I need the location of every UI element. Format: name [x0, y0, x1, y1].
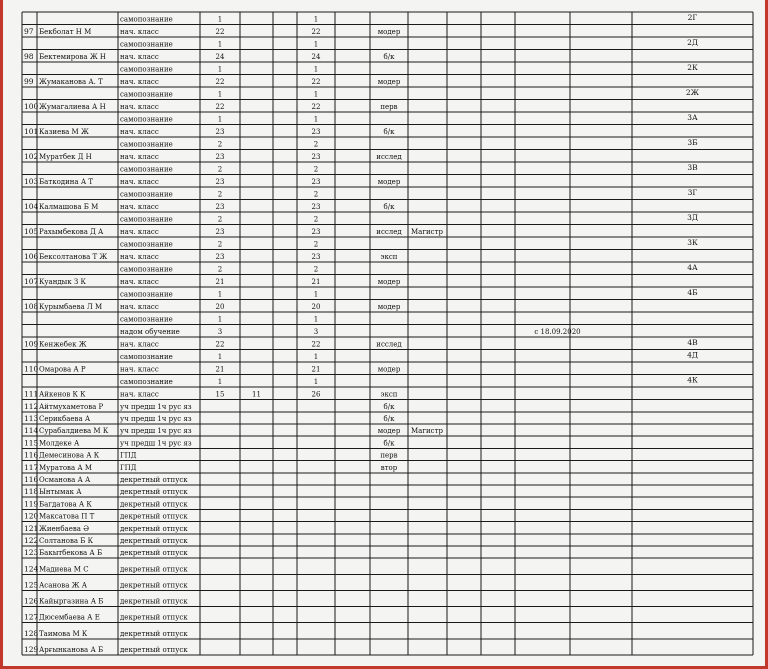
teacher-name: Жумагалиева А Н — [39, 103, 106, 112]
total-hours-cell: 23 — [311, 228, 321, 237]
row-number: 127 — [24, 612, 39, 622]
subject-cell: нач. класс — [120, 228, 159, 237]
row-number: 105 — [24, 227, 39, 237]
class-label: 4В — [687, 338, 698, 348]
category-cell: исслед — [376, 153, 402, 162]
row-number: 119 — [24, 499, 39, 509]
note-cell: с 18.09.2020 — [534, 328, 581, 337]
category-cell: эксп — [380, 253, 398, 262]
teacher-name: Сурабалдиева М К — [39, 427, 109, 436]
total-hours-cell: 22 — [311, 28, 321, 37]
class-label: 4Б — [687, 288, 698, 298]
teacher-name: Айкенов К К — [39, 390, 86, 399]
teacher-name: Рахымбекова Д А — [39, 228, 104, 237]
category-cell: исслед — [376, 228, 402, 237]
category-cell: б/к — [383, 203, 395, 212]
hours-cell: 1 — [217, 15, 223, 24]
row-number: 123 — [24, 548, 39, 558]
hours-cell: 1 — [217, 315, 223, 324]
row-number: 107 — [24, 277, 39, 287]
row-number: 124 — [24, 564, 39, 574]
row-number: 111 — [24, 389, 39, 399]
hours-cell: 1 — [217, 115, 223, 124]
subject-cell: декретный отпуск — [120, 549, 188, 558]
total-hours-cell: 23 — [311, 128, 321, 137]
subject-cell: самопознание — [120, 265, 173, 274]
hours-cell: 24 — [215, 53, 225, 62]
category-cell: модер — [377, 303, 401, 312]
row-number: 109 — [24, 339, 39, 349]
row-number: 122 — [24, 536, 39, 546]
subject-cell: нач. класс — [120, 365, 159, 374]
teacher-name: Айтмухаметова Р — [39, 402, 104, 411]
subject-cell: самопознание — [120, 290, 173, 299]
row-number: 128 — [24, 628, 39, 638]
class-label: 2К — [687, 63, 698, 73]
subject-cell: нач. класс — [120, 53, 159, 62]
row-number: 116 — [24, 474, 39, 484]
teacher-name: Омарова А Р — [39, 365, 86, 374]
teacher-name: Арғынканова А Б — [39, 646, 104, 654]
hours-cell: 1 — [217, 378, 223, 387]
class-label: 4Д — [687, 350, 698, 360]
row-number: 129 — [24, 645, 39, 654]
subject-cell: нач. класс — [120, 203, 159, 212]
category-cell: эксп — [380, 390, 398, 399]
row-number: 116 — [24, 450, 39, 460]
category-cell: б/к — [383, 414, 395, 423]
total-hours-cell: 23 — [311, 203, 321, 212]
total-hours-cell: 1 — [313, 290, 319, 299]
teacher-name: Максатова П Т — [39, 512, 95, 521]
total-hours-cell: 22 — [311, 103, 321, 112]
row-number: 121 — [24, 523, 39, 533]
row-number: 110 — [24, 364, 39, 374]
subject-cell: уч предш 1ч рус яз — [120, 427, 192, 436]
subject-cell: нач. класс — [120, 103, 159, 112]
hours-cell: 23 — [215, 228, 225, 237]
hours-cell: 3 — [217, 328, 223, 337]
teacher-name: Муратова А М — [39, 463, 93, 472]
hours-cell: 1 — [217, 65, 223, 74]
subject-cell: нач. класс — [120, 390, 159, 399]
teacher-name: Багдатова А К — [39, 500, 92, 509]
subject-cell: нач. класс — [120, 303, 159, 312]
teacher-name: Муратбек Д Н — [39, 153, 92, 162]
subject-cell: самопознание — [120, 165, 173, 174]
teacher-name: Жумаканова А. Т — [39, 78, 103, 87]
teacher-name: Бексолтанова Т Ж — [39, 253, 108, 262]
subject-cell: самопознание — [120, 190, 173, 199]
hours-cell: 23 — [215, 128, 225, 137]
total-hours-cell: 21 — [311, 365, 321, 374]
teacher-name: Калмашова Б М — [39, 203, 99, 212]
subject-cell: декретный отпуск — [120, 512, 188, 521]
row-number: 112 — [24, 401, 39, 411]
hours-cell: 2 — [217, 265, 223, 274]
total-hours-cell: 2 — [313, 265, 319, 274]
subject-cell: декретный отпуск — [120, 475, 188, 484]
subject-cell: самопознание — [120, 378, 173, 387]
subject-cell: нач. класс — [120, 278, 159, 287]
category-cell: б/к — [383, 402, 395, 411]
total-hours-cell: 1 — [313, 115, 319, 124]
subject-cell: нач. класс — [120, 28, 159, 37]
hours-cell: 23 — [215, 178, 225, 187]
subject-cell: нач. класс — [120, 340, 159, 349]
teacher-name: Молдеке А — [39, 439, 80, 448]
subject-cell: ГПД — [120, 463, 137, 472]
hours-cell: 2 — [217, 140, 223, 149]
row-number: 117 — [24, 462, 39, 472]
subject-cell: декретный отпуск — [120, 565, 188, 574]
teacher-name: Таимова М К — [39, 629, 88, 638]
total-hours-cell: 23 — [311, 153, 321, 162]
category-cell: исслед — [376, 340, 402, 349]
teacher-name: Дюсембаева А Е — [39, 613, 100, 622]
total-hours-cell: 24 — [311, 53, 321, 62]
category-cell: б/к — [383, 128, 395, 137]
category-cell: втор — [380, 463, 398, 472]
total-hours-cell: 3 — [313, 328, 319, 337]
hours-cell: 22 — [215, 340, 225, 349]
hours-cell: 22 — [215, 78, 225, 87]
total-hours-cell: 1 — [313, 353, 319, 362]
total-hours-cell: 26 — [311, 390, 321, 399]
total-hours-cell: 22 — [311, 78, 321, 87]
row-number: 118 — [24, 487, 39, 497]
total-hours-cell: 1 — [313, 15, 319, 24]
total-hours-cell: 1 — [313, 90, 319, 99]
category-cell: модер — [377, 178, 401, 187]
subject-cell: уч предш 1ч рус яз — [120, 414, 192, 423]
teacher-name: Солтанова Б К — [39, 537, 94, 546]
category-cell: модер — [377, 78, 401, 87]
teacher-name: Кайыргазина А Б — [39, 597, 104, 606]
teacher-name: Мадиева М С — [39, 565, 89, 574]
teacher-name: Асанова Ж А — [39, 581, 88, 590]
subject-cell: уч предш 1ч рус яз — [120, 402, 192, 411]
category-cell: модер — [377, 427, 401, 436]
total-hours-cell: 2 — [313, 190, 319, 199]
category-cell: перв — [380, 451, 398, 460]
hours-cell: 23 — [215, 153, 225, 162]
teacher-name: Бакытбекова А Б — [39, 549, 103, 558]
total-hours-cell: 20 — [311, 303, 321, 312]
class-label: 3А — [687, 113, 698, 123]
row-number: 125 — [24, 580, 39, 590]
hours-cell: 23 — [215, 253, 225, 262]
hours-cell: 2 — [217, 190, 223, 199]
subject-cell: уч предш 1ч рус яз — [120, 439, 192, 448]
row-number: 114 — [24, 426, 39, 436]
total-hours-cell: 2 — [313, 165, 319, 174]
teacher-name: Бекболат Н М — [39, 28, 92, 37]
hours-cell: 2 — [217, 215, 223, 224]
class-label: 2Д — [687, 38, 698, 48]
class-label: 2Г — [687, 13, 698, 22]
subject-cell: нач. класс — [120, 178, 159, 187]
degree-cell: Магистр — [411, 228, 443, 237]
hours-cell: 22 — [215, 103, 225, 112]
row-number: 120 — [24, 511, 39, 521]
teacher-name: Серикбаева А — [39, 414, 91, 423]
class-label: 4К — [687, 375, 698, 385]
subject-cell: самопознание — [120, 353, 173, 362]
row-number: 100 — [24, 102, 39, 112]
total-hours-cell: 1 — [313, 65, 319, 74]
hours-cell: 21 — [215, 365, 225, 374]
total-hours-cell: 1 — [313, 40, 319, 49]
hours-cell: 2 — [217, 240, 223, 249]
row-number: 98 — [24, 52, 34, 62]
hours-cell: 23 — [215, 203, 225, 212]
total-hours-cell: 2 — [313, 215, 319, 224]
hours-cell: 1 — [217, 90, 223, 99]
category-cell: перв — [380, 103, 398, 112]
subject-cell: декретный отпуск — [120, 646, 188, 654]
subject-cell: самопознание — [120, 15, 173, 24]
teacher-name: Баткодина А Т — [39, 178, 94, 187]
subject-cell: самопознание — [120, 240, 173, 249]
class-label: 3К — [687, 238, 698, 248]
class-label: 3Д — [687, 213, 698, 223]
subject-cell: нач. класс — [120, 153, 159, 162]
subject-cell: самопознание — [120, 215, 173, 224]
row-number: 115 — [24, 438, 39, 448]
subject-cell: декретный отпуск — [120, 613, 188, 622]
subject-cell: декретный отпуск — [120, 488, 188, 497]
subject-cell: нач. класс — [120, 78, 159, 87]
class-label: 2Ж — [685, 88, 700, 98]
total-hours-cell: 23 — [311, 178, 321, 187]
teacher-name: Ынтымак А — [39, 488, 82, 497]
subject-cell: нач. класс — [120, 128, 159, 137]
total-hours-cell: 1 — [313, 315, 319, 324]
class-label: 3Б — [687, 138, 698, 148]
hours-cell: 2 — [217, 165, 223, 174]
subject-cell: декретный отпуск — [120, 524, 188, 533]
total-hours-cell: 22 — [311, 340, 321, 349]
row-number: 97 — [24, 27, 34, 37]
teacher-name: Жиенбаева Ә — [39, 524, 89, 533]
subject-cell: надом обучение — [120, 328, 180, 337]
teacher-name: Бектемирова Ж Н — [39, 53, 107, 62]
subject-cell: ГПД — [120, 451, 137, 460]
category-cell: модер — [377, 365, 401, 374]
row-number: 103 — [24, 177, 39, 187]
class-label: 3В — [687, 163, 698, 173]
teacher-name: Демесинова А К — [39, 451, 100, 460]
row-number: 101 — [24, 127, 39, 137]
subject-cell: самопознание — [120, 65, 173, 74]
subject-cell: самопознание — [120, 115, 173, 124]
degree-cell: Магистр — [411, 427, 443, 436]
row-number: 106 — [24, 252, 39, 262]
hours-cell: 1 — [217, 353, 223, 362]
teacher-name: Османова А А — [39, 475, 91, 484]
subject-cell: самопознание — [120, 140, 173, 149]
subject-cell: самопознание — [120, 315, 173, 324]
hours-cell: 1 — [217, 40, 223, 49]
class-label: 3Г — [687, 188, 698, 198]
category-cell: б/к — [383, 53, 395, 62]
subject-cell: декретный отпуск — [120, 537, 188, 546]
teacher-name: Куандык З К — [39, 278, 86, 287]
subject-cell: декретный отпуск — [120, 597, 188, 606]
total-hours-cell: 21 — [311, 278, 321, 287]
scan-border-left — [0, 0, 3, 669]
teacher-name: Казиева М Ж — [39, 128, 89, 137]
row-number: 104 — [24, 202, 39, 212]
teacher-name: Кенжебек Ж — [39, 340, 87, 349]
subject-cell: декретный отпуск — [120, 500, 188, 509]
hours-cell: 22 — [215, 28, 225, 37]
category-cell: модер — [377, 28, 401, 37]
subject-cell: декретный отпуск — [120, 629, 188, 638]
row-number: 102 — [24, 152, 39, 162]
subject-cell: нач. класс — [120, 253, 159, 262]
subject-cell: самопознание — [120, 40, 173, 49]
row-number: 99 — [24, 77, 34, 87]
total-hours-cell: 23 — [311, 253, 321, 262]
teacher-name: Курымбаева Л М — [39, 303, 103, 312]
row-number: 126 — [24, 596, 39, 606]
extra-hours-cell: 11 — [252, 390, 261, 399]
row-number: 108 — [24, 302, 39, 312]
hours-cell: 21 — [215, 278, 225, 287]
total-hours-cell: 2 — [313, 240, 319, 249]
subject-cell: декретный отпуск — [120, 581, 188, 590]
subject-cell: самопознание — [120, 90, 173, 99]
total-hours-cell: 2 — [313, 140, 319, 149]
hours-cell: 20 — [215, 303, 225, 312]
category-cell: модер — [377, 278, 401, 287]
class-label: 4А — [687, 263, 698, 273]
hours-cell: 1 — [217, 290, 223, 299]
category-cell: б/к — [383, 439, 395, 448]
row-number: 113 — [24, 413, 39, 423]
hours-cell: 15 — [215, 390, 225, 399]
total-hours-cell: 1 — [313, 378, 319, 387]
